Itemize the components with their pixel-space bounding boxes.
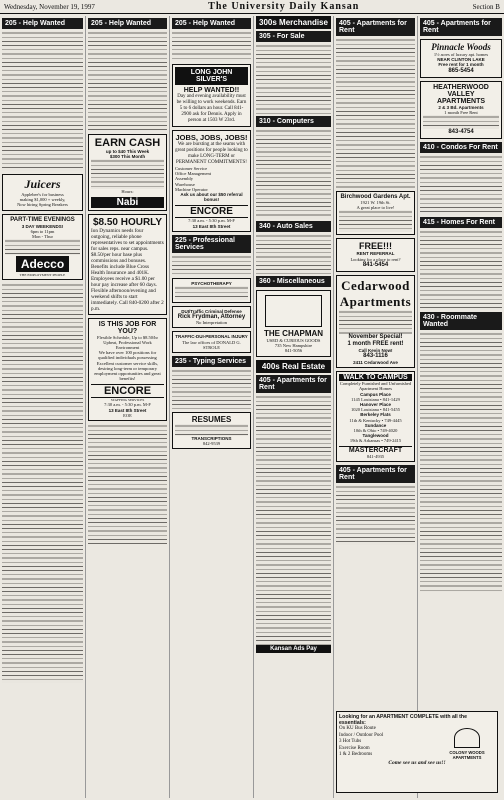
cedarwood-ad [336, 275, 415, 368]
dui-ad [172, 306, 251, 328]
resumes-ad [172, 412, 251, 449]
earn-cash-ad [88, 134, 167, 211]
ad-text: Come see us and see us!! [388, 760, 446, 766]
ad-text: A great place to live! [356, 205, 395, 211]
list-item: 1 & 2 Bedrooms [339, 752, 373, 757]
ad-title: Birchwood Gardens Apt. [340, 194, 411, 200]
ad-title: $8.50 HOURLY [92, 216, 163, 228]
ad-text: We are bursting at the seams with great positions for people looking to make LONG-TERM or PERMANENT COMMITMENTS! [175, 142, 248, 165]
ad-title: RESUMES [191, 415, 232, 425]
ad-text: 1 month Free Rent [444, 109, 478, 115]
list-item: Tanglewood [362, 433, 389, 439]
pinnacle-woods-ad [420, 39, 502, 78]
ad-title: IS THIS JOB FOR YOU? [98, 320, 157, 335]
list-item: Warehouse [175, 181, 195, 187]
ad-title: DUI/Traffic Criminal Defense [181, 309, 242, 315]
ad-text: RENT REFERRAL [356, 251, 395, 257]
colony-woods-logo-icon [454, 728, 480, 748]
ad-text: Completely Furnished and Unfurnished Apartment Homes [339, 381, 412, 392]
column-2 [86, 16, 170, 798]
ad-text: 841-5056 [284, 348, 303, 354]
ad-text: We have over 100 positions for qualified individuals possessing Excellent customer service skills, desiring long-term or temporary employment opportunities and great benefits! [94, 350, 161, 382]
encore-logo: ENCORE [175, 205, 248, 218]
section-header: 430 - Roommate Wanted [420, 312, 502, 330]
ad-title: TRAFFIC-DUI-PERSONAL INJURY [175, 334, 248, 340]
ad-text: 1020 Louisiana • 841-5455 [351, 407, 400, 413]
adecco-logo: Adecco [16, 256, 69, 272]
chapman-ad [256, 290, 331, 357]
ad-text: Ion Dynamics needs four outgoing, reliable phone representatives to set appointments for sales reps. near campus. $8.50/per hour base plus commissions and bonuses. Benefits include Blue Cross Health Insurance and 401K. Employees receive a $1.00 per hour pay increase after 60 days. Flexible afternoon/evening and weekend shifts to start immediately. Call 840-0200 after 2 p.m. [91, 227, 164, 312]
section-header: 415 - Homes For Rent [420, 217, 502, 228]
ad-text: STAFFING SERVICES [110, 398, 145, 403]
section-header: 410 - Condos For Rent [420, 142, 502, 153]
ad-title: JOBS, JOBS, JOBS! [175, 133, 248, 142]
list-item: Indoor / Outdoor Pool [339, 732, 384, 738]
juicers-ad [2, 174, 83, 211]
ad-text: $300 This Month [109, 154, 146, 160]
ad-text: Rick Frydman, Attorney [177, 314, 246, 321]
ad-title: Looking for an APARTMENT COMPLETE with all the essentials: [339, 714, 467, 726]
ad-text: 1½ acres of luxury apt. homes [433, 52, 489, 57]
long-john-logo: LONG JOHN SILVER'S [175, 67, 248, 85]
ad-text: TRANSCRIPTIONS [191, 436, 232, 442]
ad-text: 11th & Kentucky • 749-4445 [349, 417, 402, 423]
ad-title: WALK TO CAMPUS [339, 374, 412, 381]
ad-title: Pinnacle Woods [431, 42, 491, 52]
column-3 [170, 16, 254, 798]
section-header: 405 - Apartments for Rent [336, 465, 415, 483]
list-item: Sundance [364, 422, 387, 428]
ad-text: Free rent for 1 month [438, 62, 484, 68]
column-6 [418, 16, 504, 798]
list-item: Hanover Place [359, 402, 392, 408]
ad-text: 7:30 a.m. - 5:30 p.m. M-F [188, 218, 235, 224]
birchwood-ad [336, 191, 415, 235]
list-item: Berkeley Flats [360, 412, 391, 418]
masthead-title: The University Daily Kansan [208, 1, 360, 12]
masthead-date: Wednesday, November 19, 1997 [4, 2, 95, 11]
ad-text: 10th & Ohio • 749-4020 [353, 428, 398, 434]
classified-text [2, 31, 83, 171]
section-header: 205 - Help Wanted [2, 18, 83, 29]
ad-text: 1921 W. 19th St. [360, 200, 391, 205]
ad-title: HELP WANTED!! [183, 87, 240, 94]
list-item: Campus Place [360, 391, 391, 397]
ad-text: 865-5454 [448, 67, 474, 74]
ad-text: 2 & 3 Bd. Apartments [438, 104, 484, 110]
ad-text: Ask us about our $50 referral bonus! [180, 192, 243, 203]
section-header: 305 - For Sale [256, 31, 331, 42]
part-time-ad [2, 214, 83, 281]
juicers-logo: Juicers [24, 177, 61, 191]
classified-text [172, 31, 251, 61]
ad-subtitle: 3 DAY WEEKENDS! [21, 223, 64, 229]
ad-text: up to $40 This Week [105, 149, 150, 154]
ad-text: NEAR CLINTON LAKE [437, 57, 485, 63]
list-item: Customer Service [175, 166, 208, 171]
column-5 [334, 16, 418, 798]
ad-text: November Special! [348, 333, 403, 340]
list-item: 3 Hot Tubs [339, 739, 362, 744]
ad-text: Applebee's for business [21, 192, 64, 197]
ad-text: The law offices of DONALD G. STROLE [182, 339, 241, 350]
ad-text: Call Kevin Now! [358, 347, 393, 353]
ad-title: THE CHAPMAN [263, 329, 324, 338]
job-for-you-ad [88, 318, 167, 421]
ad-text: 2411 Cedarwood Ave [353, 360, 398, 366]
ad-text: Now hiring Spring Breakers [17, 202, 68, 208]
ad-text: 841-4935 [366, 453, 385, 459]
ad-text: 841-5454 [362, 261, 389, 268]
list-item: Office Management [175, 171, 212, 177]
ad-text: USED & CURIOUS GOODS [266, 338, 321, 343]
ad-text: 1 month FREE rent! [347, 340, 404, 347]
long-john-ad [172, 64, 251, 127]
classified-text [2, 283, 83, 683]
encore-logo: ENCORE [91, 384, 164, 398]
section-header: 360 - Miscellaneous [256, 276, 331, 287]
ad-text: 843-4754 [448, 129, 474, 136]
ad-text: 19th & Arkansas • 749-2415 [349, 438, 402, 444]
ad-text: 842-9539 [202, 441, 221, 447]
section-header: 405 - Apartments for Rent [420, 18, 502, 36]
psychotherapy-ad [172, 278, 251, 303]
ad-text: Day and evening availability must be willing to work weekends. Earn 5 to 6 dollars an hour. Call 841-2900 ask for Dennis. Apply in person at 1503 W 23rd. [176, 94, 247, 123]
real-estate-banner: 400s Real Estate [256, 360, 331, 373]
list-item: Exercise Room [339, 745, 370, 751]
hourly-ad [88, 214, 167, 315]
section-header: 405 - Apartments for Rent [336, 18, 415, 36]
ad-text: 843-1116 [363, 353, 388, 360]
section-header: 235 - Typing Services [172, 356, 251, 367]
walk-to-campus-ad [336, 371, 415, 462]
section-header: 225 - Professional Services [172, 235, 251, 253]
ad-text: 13 East 8th Street [192, 223, 231, 229]
ad-text: THE EMPLOYMENT PEOPLE [19, 273, 66, 278]
heatherwood-ad [420, 81, 502, 139]
ad-text: 7:30 a.m. - 5:30 p.m. M-F [104, 402, 151, 408]
section-header: 405 - Apartments for Rent [256, 375, 331, 393]
ad-title: EARN CASH [94, 137, 161, 149]
ad-title: PSYCHOTHERAPY [191, 280, 232, 286]
section-header: 340 - Auto Sales [256, 221, 331, 232]
ad-text: Mon - Thur [32, 234, 53, 240]
colony-woods-logo: COLONY WOODS APARTMENTS [449, 750, 485, 760]
ad-title: FREE!!! [359, 241, 392, 252]
classified-text [88, 424, 167, 544]
classified-text [88, 31, 167, 131]
colony-woods-ad [336, 711, 498, 793]
mastercraft-logo: MASTERCRAFT [339, 446, 412, 454]
masthead [0, 0, 504, 14]
masthead-section: Section B [472, 2, 500, 11]
ad-text: making $1,000 + weekly, [19, 197, 66, 203]
ad-text: 6pm to 11pm [30, 228, 55, 234]
column-4 [254, 16, 334, 798]
kansan-ads-banner: Kansan Ads Pay [256, 645, 331, 653]
column-1 [0, 16, 86, 798]
list-item: Machine Operator [175, 186, 208, 192]
traffic-ad [172, 331, 251, 353]
section-header: 205 - Help Wanted [88, 18, 167, 29]
free-rent-ad [336, 238, 415, 271]
list-item: On KU Bus Route [339, 726, 376, 731]
ad-text: 735 New Hampshire [274, 343, 313, 349]
section-header: 205 - Help Wanted [172, 18, 251, 29]
ad-title: Cedarwood Apartments [339, 277, 412, 309]
list-item: Assembly [175, 176, 193, 182]
ad-text: Hours: [121, 189, 134, 195]
ad-text: No Interpretation [195, 320, 228, 326]
merchandise-banner: 300s Merchandise [256, 16, 331, 29]
ad-text: Flexible Schedule, Up to $8.50/hr Upbeat, Professional Work Environment [97, 334, 158, 351]
ad-text: 13 East 8th Street [108, 407, 147, 413]
section-header: 310 - Computers [256, 116, 331, 127]
jobs-jobs-ad [172, 130, 251, 232]
nabi-logo: Nabi [91, 197, 164, 208]
ad-title: PART-TIME EVENINGS [10, 216, 75, 223]
ad-text: 1145 Louisiana • 841-1429 [351, 396, 400, 402]
ad-text: Looking for a place to rent? [350, 256, 401, 262]
ad-title: HEATHERWOOD VALLEY APARTMENTS [433, 83, 489, 105]
ad-text: EOE [123, 412, 132, 418]
